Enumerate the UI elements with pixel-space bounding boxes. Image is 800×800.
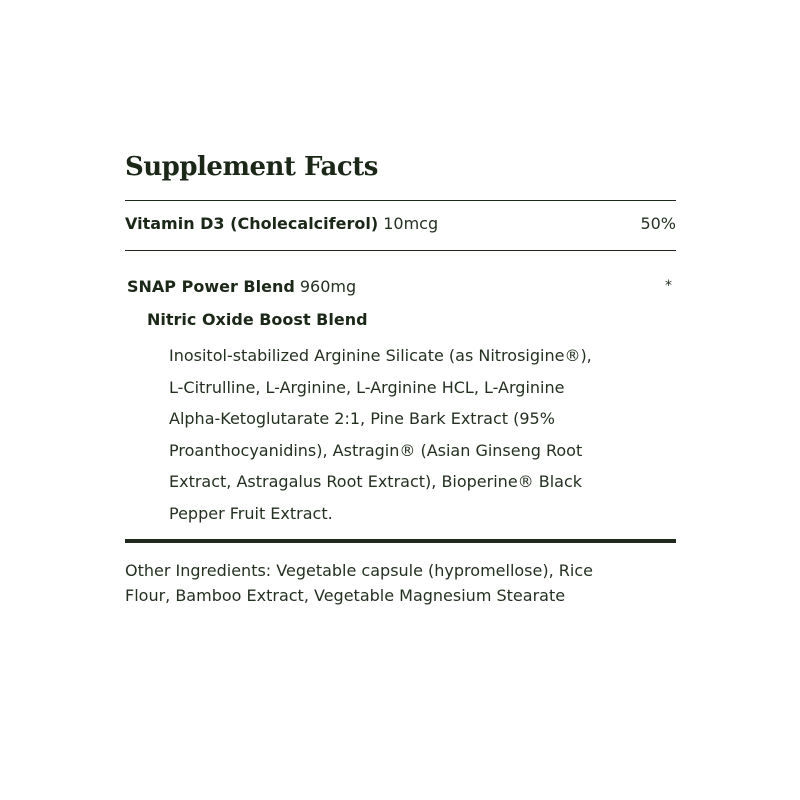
sub-blend-name: Nitric Oxide Boost Blend: [147, 310, 368, 329]
ingredient-line: Inositol-stabilized Arginine Silicate (as Nitrosigine®),: [169, 346, 592, 365]
sub-blend-row: [147, 310, 368, 330]
other-ingredients-line: Flour, Bamboo Extract, Vegetable Magnesium Stearate: [125, 586, 566, 605]
divider-middle: [125, 250, 676, 251]
panel-title: Supplement Facts: [125, 152, 378, 182]
vitamin-row: [125, 214, 438, 234]
other-ingredients: [125, 558, 676, 608]
other-ingredients-line: Other Ingredients: Vegetable capsule (hypromellose), Rice: [125, 561, 593, 580]
vitamin-daily-value: 50%: [640, 214, 676, 233]
blend-daily-value: *: [665, 278, 672, 294]
ingredient-line: L-Citrulline, L-Arginine, L-Arginine HCL, L-Arginine: [169, 377, 565, 397]
ingredient-list: [169, 340, 669, 529]
ingredient-line: Extract, Astragalus Root Extract), Bioperine® Black: [169, 472, 583, 491]
supplement-facts-panel: [125, 0, 676, 800]
vitamin-name: Vitamin D3 (Cholecalciferol): [125, 214, 379, 233]
divider-top: [125, 200, 676, 201]
blend-row: [127, 277, 356, 297]
ingredient-line: Alpha-Ketoglutarate 2:1, Pine Bark Extract (95%: [169, 409, 555, 428]
ingredient-line: Proanthocyanidins), Astragin® (Asian Ginseng Root: [169, 440, 583, 460]
blend-amount: 960mg: [299, 277, 357, 296]
vitamin-amount: 10mcg: [383, 214, 439, 233]
divider-thick: [125, 539, 676, 543]
blend-name: SNAP Power Blend: [127, 277, 295, 296]
ingredient-line: Pepper Fruit Extract.: [169, 503, 333, 523]
